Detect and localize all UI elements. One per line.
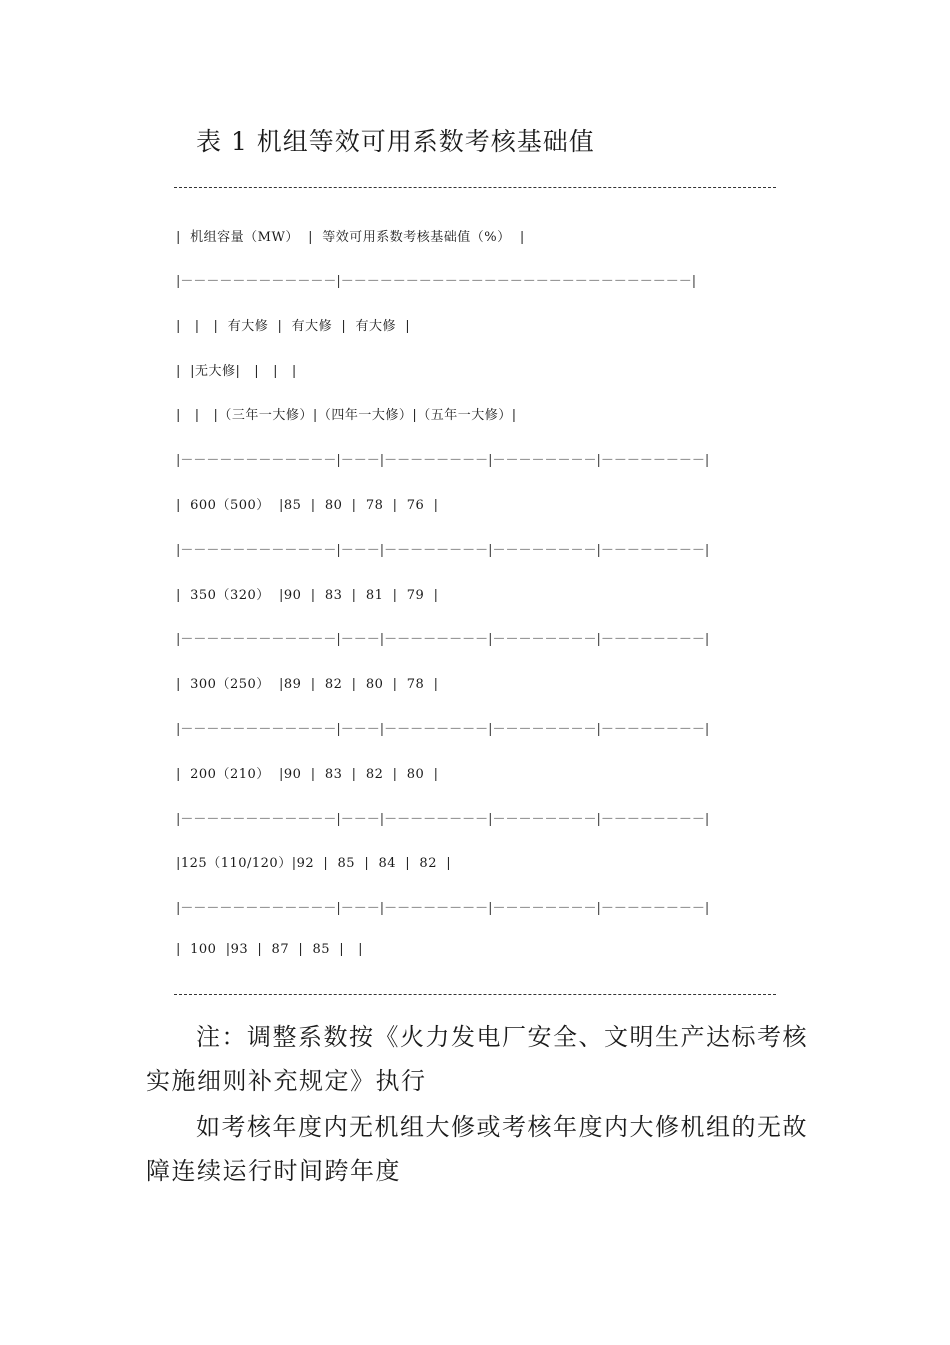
table-row: |125（110/120）|92 | 85 | 84 | 82 | [176,856,452,871]
table-subheader-row: | |无大修| | | | [176,364,297,379]
table-subheader-row: | | |（三年一大修）|（四年一大修）|（五年一大修）| [176,408,517,423]
bottom-rule [174,994,776,996]
table-separator: |－－－－－－－－－－－－|－－－|－－－－－－－－|－－－－－－－－|－－－－－－－－| [176,901,710,916]
table-row: | 300（250） |89 | 82 | 80 | 78 | [176,677,439,692]
table-row: | 200（210） |90 | 83 | 82 | 80 | [176,767,439,782]
table-separator: |－－－－－－－－－－－－|－－－|－－－－－－－－|－－－－－－－－|－－－－－－－－| [176,543,710,558]
table-row: | 350（320） |90 | 83 | 81 | 79 | [176,588,439,603]
table-subheader-row: | | | 有大修 | 有大修 | 有大修 | [176,319,411,334]
note-paragraph: 如考核年度内无机组大修或考核年度内大修机组的无故障连续运行时间跨年度 [146,1113,808,1185]
table-separator: |－－－－－－－－－－－－|－－－|－－－－－－－－|－－－－－－－－|－－－－－－－－| [176,722,710,737]
table-row: | 600（500） |85 | 80 | 78 | 76 | [176,498,439,513]
table-title: 表 1 机组等效可用系数考核基础值 [196,127,595,156]
table-separator: |－－－－－－－－－－－－|－－－|－－－－－－－－|－－－－－－－－|－－－－－－－－| [176,812,710,827]
table-separator: |－－－－－－－－－－－－|－－－|－－－－－－－－|－－－－－－－－|－－－－－－－－| [176,453,710,468]
table-row: | 100 |93 | 87 | 85 | | [176,942,363,957]
table-separator: |－－－－－－－－－－－－|－－－|－－－－－－－－|－－－－－－－－|－－－－－－－－| [176,632,710,647]
top-rule [174,187,776,189]
table-header-row: | 机组容量（MW） | 等效可用系数考核基础值（%） | [176,230,525,245]
note-paragraph: 注：调整系数按《火力发电厂安全、文明生产达标考核实施细则补充规定》执行 [146,1023,808,1095]
table-separator: |－－－－－－－－－－－－|－－－－－－－－－－－－－－－－－－－－－－－－－－－| [176,274,697,289]
